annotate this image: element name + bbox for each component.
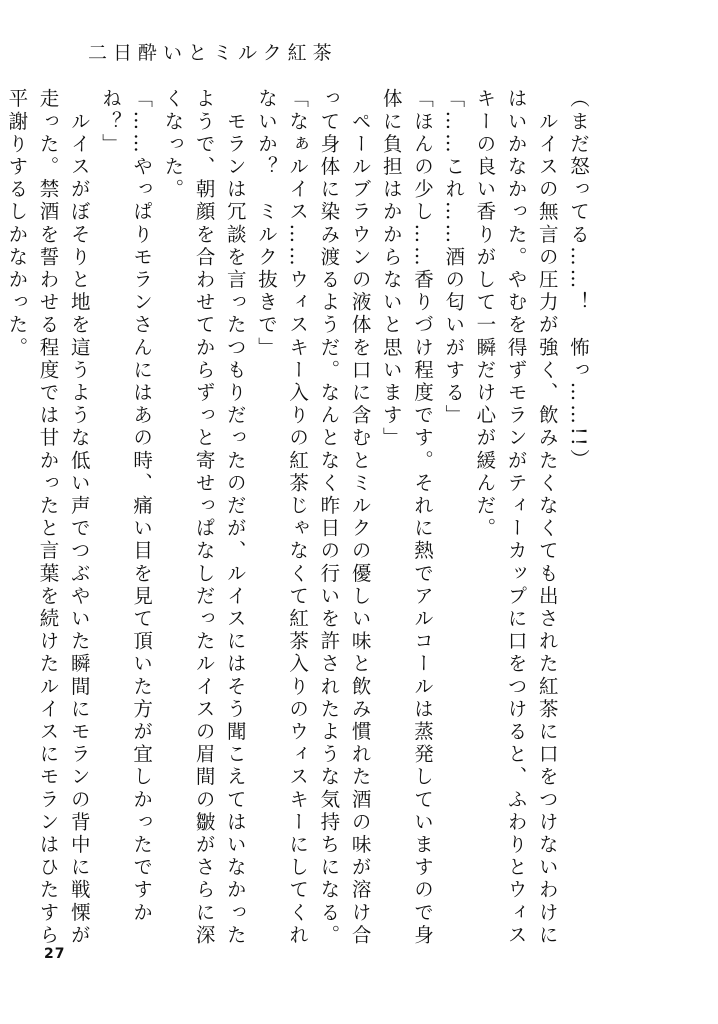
paragraph: ペールブラウンの液体を口に含むとミルクの優しい味と飲み慣れた酒の味が溶け合って身体に染み渡るようだ。なんとなく昨日の行いを許されたような気持ちになる。 xyxy=(317,88,372,947)
paragraph: ルイスの無言の圧力が強く、飲みたくなくても出された紅茶に口をつけないわけにはいかなかった。やむを得ずモランがティーカップに口をつけると、ふわりとウィスキーの良い香りがして一瞬だけ心が緩んだ。 xyxy=(473,88,559,947)
paragraph: 「……これ……酒の匂いがする」 xyxy=(442,88,466,427)
running-title: 二日酔いとミルク紅茶 xyxy=(88,42,338,64)
paragraph: 「なぁルイス……ウィスキー入りの紅茶じゃなくて紅茶入りのウィスキーにしてくれないか？ ミルク抜きで」 xyxy=(254,88,310,947)
paragraph: ルイスがぼそりと地を這うような低い声でつぶやいた瞬間にモランの背中に戦慄が走った。禁酒を誓わせる程度では甘かったと言葉を続けたルイスにモランはひたすら平謝りするしかなかった。 xyxy=(5,88,91,947)
paragraph: 「……やっぱりモランさんにはあの時、痛い目を見て頂いた方が宜しかったですかね？」 xyxy=(98,88,154,925)
paragraph: モランは冗談を言ったつもりだったのだが、ルイスにはそう聞こえてはいなかったようで、朝顔を合わせてからずっと寄せっぱなしだったルイスの眉間の皺がさらに深くなった。 xyxy=(161,88,247,947)
page-number: 27 xyxy=(44,946,66,962)
paragraph: （まだ怒ってる……！ 怖っ……!!） xyxy=(567,88,590,472)
paragraph: 「ほんの少し……香りづけ程度です。それに熱でアルコールは蒸発していますので身体に負担はかからないと思います」 xyxy=(379,88,434,947)
